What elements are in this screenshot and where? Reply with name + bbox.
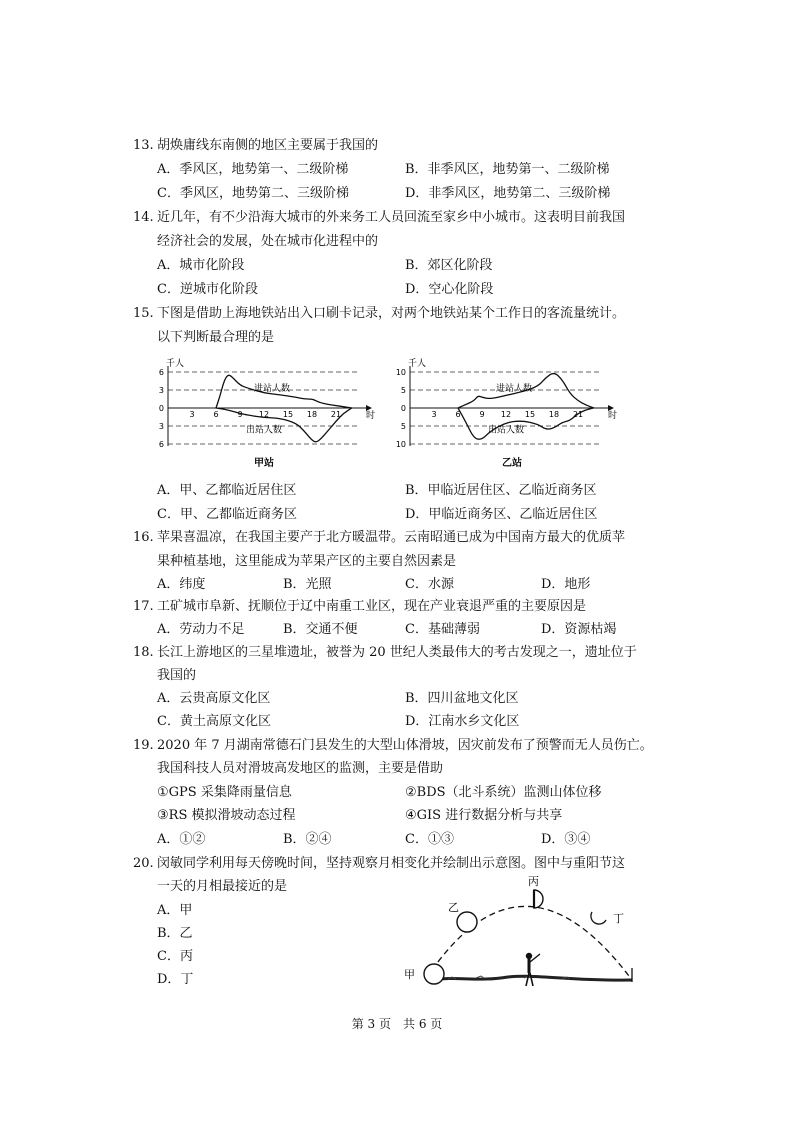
option-b[interactable]: B．非季风区，地势第一、二级阶梯 bbox=[405, 162, 610, 177]
question-number: 14. bbox=[133, 210, 154, 225]
option-d[interactable]: D．③④ bbox=[541, 832, 591, 847]
question-text: 长江上游地区的三星堆遗址，被誉为 20 世纪人类最伟大的考古发现之一，遗址位于 bbox=[157, 645, 637, 660]
x-tick-label: 6 bbox=[213, 410, 219, 419]
x-tick-label: 9 bbox=[237, 410, 243, 419]
x-tick-label: 9 bbox=[479, 410, 485, 419]
y-tick-label: 0 bbox=[158, 404, 164, 413]
observer-icon bbox=[526, 953, 540, 986]
y-tick-label: 0 bbox=[400, 404, 406, 413]
option-b[interactable]: B．四川盆地文化区 bbox=[405, 691, 519, 706]
chart-yi bbox=[390, 358, 630, 470]
option-a[interactable]: A．季风区，地势第一、二级阶梯 bbox=[157, 162, 349, 177]
x-tick-label: 6 bbox=[455, 410, 461, 419]
option-a[interactable]: A．云贵高原文化区 bbox=[157, 691, 271, 706]
option-b[interactable]: B．光照 bbox=[283, 577, 332, 592]
option-b[interactable]: B．②④ bbox=[283, 832, 332, 847]
series-label: 出站人数 bbox=[487, 425, 525, 436]
x-tick-label: 3 bbox=[189, 410, 195, 419]
option-a[interactable]: A．城市化阶段 bbox=[157, 258, 245, 273]
question-number: 16. bbox=[133, 530, 154, 545]
statement-2: ②BDS（北斗系统）监测山体位移 bbox=[405, 785, 602, 800]
question-number: 17. bbox=[133, 599, 154, 614]
label-ding: 丁 bbox=[613, 912, 624, 925]
x-tick-label: 15 bbox=[282, 410, 294, 419]
option-a[interactable]: A．①② bbox=[157, 832, 206, 847]
moon-gibbous-icon bbox=[457, 912, 477, 932]
question-text: 近几年，有不少沿海大城市的外来务工人员回流至家乡中小城市。这表明目前我国 bbox=[157, 210, 626, 225]
option-d[interactable]: D．地形 bbox=[541, 577, 591, 592]
question-text: 闵敏同学利用每天傍晚时间，坚持观察月相变化并绘制出示意图。图中与重阳节这 bbox=[157, 856, 626, 871]
moon-full-icon bbox=[424, 964, 444, 984]
option-b[interactable]: B．甲临近居住区、乙临近商务区 bbox=[405, 483, 597, 498]
series-label: 出站人数 bbox=[245, 425, 283, 436]
statement-1: ①GPS 采集降雨量信息 bbox=[157, 785, 292, 800]
chart-title: 乙站 bbox=[502, 458, 522, 469]
y-axis-label: 千人 bbox=[408, 359, 427, 369]
option-a[interactable]: A．纬度 bbox=[157, 577, 206, 592]
option-d[interactable]: D．甲临近商务区、乙临近居住区 bbox=[405, 507, 598, 522]
x-tick-label: 18 bbox=[548, 410, 560, 419]
question-text: 以下判断最合理的是 bbox=[157, 330, 275, 345]
option-d[interactable]: D．丁 bbox=[157, 972, 194, 987]
x-tick-label: 12 bbox=[258, 410, 270, 419]
question-text: 我国科技人员对滑坡高发地区的监测，主要是借助 bbox=[157, 761, 444, 776]
question-text: 果种植基地，这里能成为苹果产区的主要自然因素是 bbox=[157, 554, 457, 569]
option-c[interactable]: C．季风区，地势第二、三级阶梯 bbox=[157, 186, 349, 201]
chart-title: 甲站 bbox=[254, 458, 274, 469]
moon-crescent-icon bbox=[591, 912, 606, 924]
moon-bing bbox=[534, 890, 543, 908]
label-jia: 甲 bbox=[404, 968, 415, 981]
question-text: 苹果喜温凉，在我国主要产于北方暖温带。云南昭通已成为中国南方最大的优质苹 bbox=[157, 530, 626, 545]
option-d[interactable]: D．非季风区，地势第二、三级阶梯 bbox=[405, 186, 611, 201]
y-tick-label: 5 bbox=[400, 386, 406, 395]
option-c[interactable]: C．丙 bbox=[157, 949, 193, 964]
statement-4: ④GIS 进行数据分析与共享 bbox=[405, 808, 563, 823]
option-c[interactable]: C．基础薄弱 bbox=[405, 622, 480, 637]
option-a[interactable]: A．甲、乙都临近居住区 bbox=[157, 483, 297, 498]
question-text: 胡焕庸线东南侧的地区主要属于我国的 bbox=[157, 138, 379, 153]
option-c[interactable]: C．①③ bbox=[405, 832, 454, 847]
question-number: 13. bbox=[133, 138, 154, 153]
x-tick-label: 21 bbox=[330, 410, 342, 419]
series-label: 进站人数 bbox=[253, 384, 291, 395]
x-tick-label: 21 bbox=[572, 410, 584, 419]
question-text: 2020 年 7 月湖南常德石门县发生的大型山体滑坡，因灾前发布了预警而无人员伤亡。 bbox=[157, 738, 653, 753]
x-tick-label: 12 bbox=[500, 410, 512, 419]
y-tick-label: 3 bbox=[158, 386, 164, 395]
option-d[interactable]: D．空心化阶段 bbox=[405, 282, 494, 297]
option-a[interactable]: A．甲 bbox=[157, 903, 193, 918]
option-c[interactable]: C．甲、乙都临近商务区 bbox=[157, 507, 297, 522]
option-b[interactable]: B．郊区化阶段 bbox=[405, 258, 493, 273]
x-axis-label: 时 bbox=[608, 411, 618, 421]
x-tick-label: 18 bbox=[306, 410, 318, 419]
moon-jia bbox=[424, 964, 444, 984]
series-label: 进站人数 bbox=[495, 384, 533, 395]
x-tick-label: 3 bbox=[431, 410, 437, 419]
y-tick-label: 6 bbox=[158, 440, 164, 449]
question-number: 19. bbox=[133, 738, 154, 753]
x-axis-label: 时 bbox=[366, 411, 376, 421]
moon-phase-diagram bbox=[368, 874, 644, 998]
chart-jia bbox=[148, 358, 388, 470]
option-d[interactable]: D．江南水乡文化区 bbox=[405, 714, 520, 729]
x-tick-label: 15 bbox=[524, 410, 536, 419]
question-number: 15. bbox=[133, 306, 154, 321]
option-a[interactable]: A．劳动力不足 bbox=[157, 622, 245, 637]
option-c[interactable]: C．逆城市化阶段 bbox=[157, 282, 258, 297]
statement-3: ③RS 模拟滑坡动态过程 bbox=[157, 808, 296, 823]
y-tick-label: 5 bbox=[400, 422, 406, 431]
y-tick-label: 10 bbox=[395, 440, 406, 449]
label-yi: 乙 bbox=[448, 901, 459, 914]
y-tick-label: 6 bbox=[158, 368, 164, 377]
question-number: 20. bbox=[133, 856, 154, 871]
page-footer: 第 3 页 共 6 页 bbox=[351, 1017, 443, 1031]
question-text: 工矿城市阜新、抚顺位于辽中南重工业区，现在产业衰退严重的主要原因是 bbox=[157, 599, 587, 614]
question-text: 我国的 bbox=[157, 668, 197, 683]
moon-ding bbox=[591, 912, 606, 924]
y-tick-label: 3 bbox=[158, 422, 164, 431]
option-b[interactable]: B．交通不便 bbox=[283, 622, 358, 637]
moon-half-icon bbox=[534, 890, 543, 908]
question-number: 18. bbox=[133, 645, 154, 660]
option-b[interactable]: B．乙 bbox=[157, 926, 193, 941]
question-text: 下图是借助上海地铁站出入口刷卡记录，对两个地铁站某个工作日的客流量统计。 bbox=[157, 306, 626, 321]
label-bing: 丙 bbox=[528, 875, 539, 888]
y-axis-label: 千人 bbox=[166, 359, 185, 369]
option-d[interactable]: D．资源枯竭 bbox=[541, 622, 617, 637]
question-text: 经济社会的发展，处在城市化进程中的 bbox=[157, 234, 379, 249]
question-text: 一天的月相最接近的是 bbox=[157, 879, 288, 894]
option-c[interactable]: C．黄土高原文化区 bbox=[157, 714, 271, 729]
moon-yi bbox=[457, 912, 477, 932]
y-tick-label: 10 bbox=[395, 368, 406, 377]
option-c[interactable]: C．水源 bbox=[405, 577, 454, 592]
